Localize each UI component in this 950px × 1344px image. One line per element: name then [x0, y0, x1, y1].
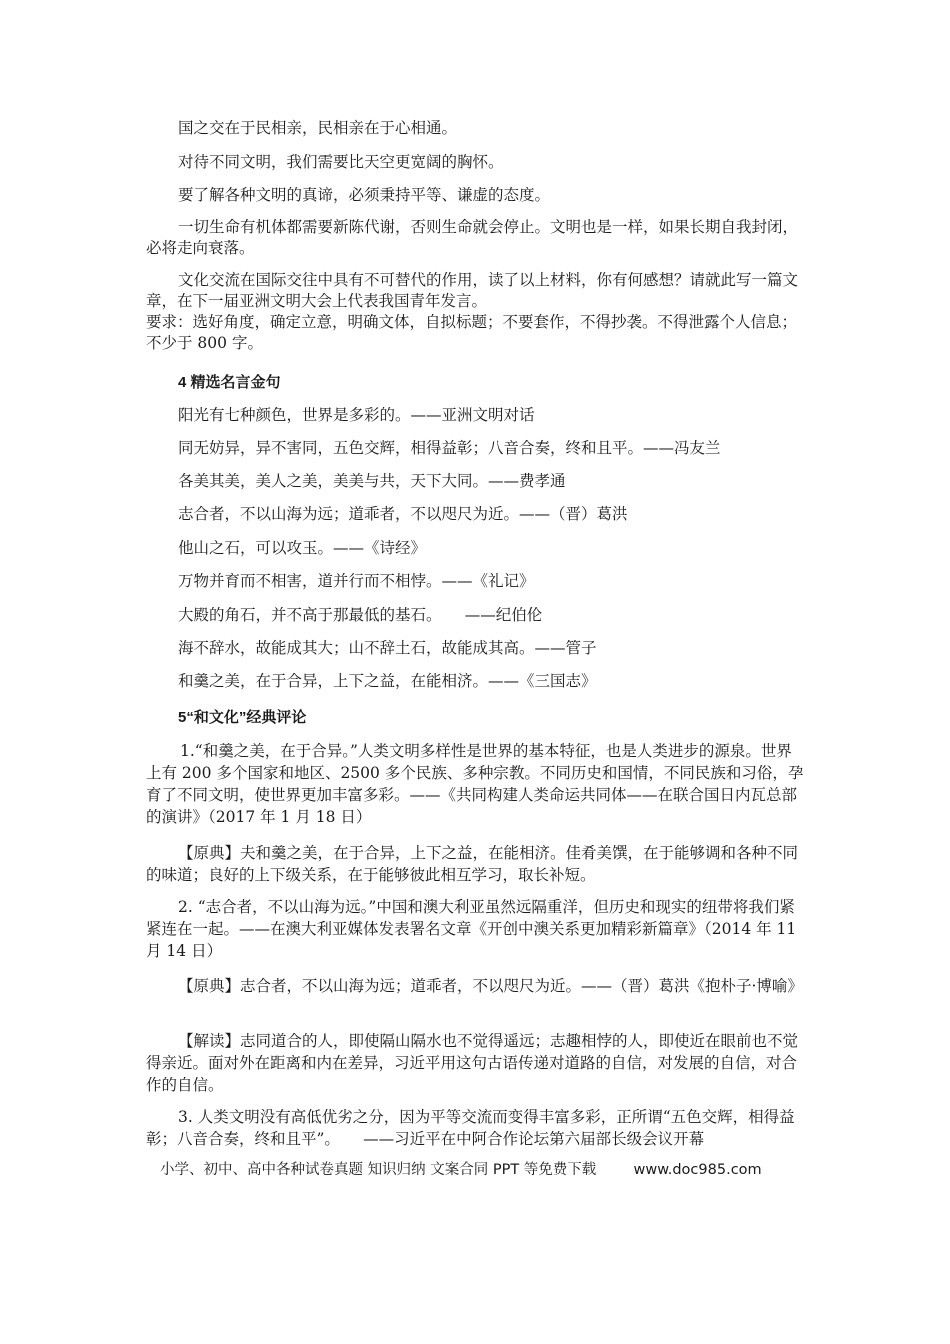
- paragraph-requirements: 要求：选好角度，确定立意，明确文体，自拟标题；不要套作，不得抄袭。不得泄露个人信息；不少于 800 字。: [146, 313, 798, 352]
- paragraph-4: 一切生命有机体都需要新陈代谢，否则生命就会停止。文明也是一样，如果长期自我封闭，必将走向衰落。: [146, 218, 799, 257]
- commentary-2-original: 【原典】志合者，不以山海为远；道乖者，不以咫尺为近。——（晋）葛洪《抱朴子·博喻》: [178, 977, 803, 995]
- footer: [160, 1158, 762, 1179]
- commentary-1: 1.“和羹之美，在于合异。”人类文明多样性是世界的基本特征，也是人类进步的源泉。世界上有 200 多个国家和地区、2500 多个民族、多种宗教。不同历史和国情，不同民族和习俗，孕育了不同文明，使世界更加丰富多彩。——《共同构建人类命运共同体——在联合国日内瓦总部的演讲》（2017 年 1 月 18 日）: [146, 742, 804, 826]
- quote-item: 万物并育而不相害，道并行而不相悖。——《礼记》: [178, 572, 535, 590]
- section-5-title: 5“和文化”经典评论: [178, 709, 307, 726]
- quote-item: 志合者，不以山海为远；道乖者，不以咫尺为近。——（晋）葛洪: [178, 505, 628, 523]
- paragraph-1: 国之交在于民相亲，民相亲在于心相通。: [178, 119, 458, 137]
- quote-item: 同无妨异，异不害同，五色交辉，相得益彰；八音合奏，终和且平。——冯友兰: [178, 439, 721, 457]
- quote-item: 各美其美，美人之美，美美与共，天下大同。——费孝通: [178, 472, 566, 490]
- footer-url[interactable]: www.doc985.com: [633, 1162, 762, 1178]
- paragraph-5: 文化交流在国际交往中具有不可替代的作用，读了以上材料，你有何感想？请就此写一篇文章，在下一届亚洲文明大会上代表我国青年发言。: [146, 271, 799, 310]
- quote-item: 他山之石，可以攻玉。——《诗经》: [178, 539, 427, 557]
- quote-item: 和羹之美，在于合异，上下之益，在能相济。——《三国志》: [178, 672, 597, 690]
- quote-item: 海不辞水，故能成其大；山不辞土石，故能成其高。——管子: [178, 639, 597, 657]
- quote-item: 阳光有七种颜色，世界是多彩的。——亚洲文明对话: [178, 406, 535, 424]
- commentary-1-original: 【原典】夫和羹之美，在于合异，上下之益，在能相济。佳肴美馔，在于能够调和各种不同的味道；良好的上下级关系，在于能够彼此相互学习，取长补短。: [146, 844, 799, 884]
- paragraph-2: 对待不同文明，我们需要比天空更宽阔的胸怀。: [178, 153, 504, 171]
- paragraph-3: 要了解各种文明的真谛，必须秉持平等、谦虚的态度。: [178, 186, 551, 204]
- quote-item: 大殿的角石，并不高于那最低的基石。 ——纪伯伦: [178, 606, 543, 624]
- commentary-2: 2. “志合者，不以山海为远。”中国和澳大利亚虽然远隔重洋，但历史和现实的纽带将我们紧紧连在一起。——在澳大利亚媒体发表署名文章《开创中澳关系更加精彩新篇章》（2014 年 11 月 14 日）: [146, 898, 797, 960]
- footer-text: 小学、初中、高中各种试卷真题 知识归纳 文案合同 PPT 等免费下载: [160, 1162, 597, 1178]
- commentary-2-interpretation: 【解读】志同道合的人，即使隔山隔水也不觉得遥远；志趣相悖的人，即使近在眼前也不觉得亲近。面对外在距离和内在差异，习近平用这句古语传递对道路的自信，对发展的自信，对合作的自信。: [146, 1032, 799, 1094]
- section-4-title: 4 精选名言金句: [178, 374, 281, 391]
- commentary-3: 3. 人类文明没有高低优劣之分，因为平等交流而变得丰富多彩，正所谓“五色交辉，相得益彰；八音合奏，终和且平”。 ——习近平在中阿合作论坛第六届部长级会议开幕: [146, 1108, 795, 1148]
